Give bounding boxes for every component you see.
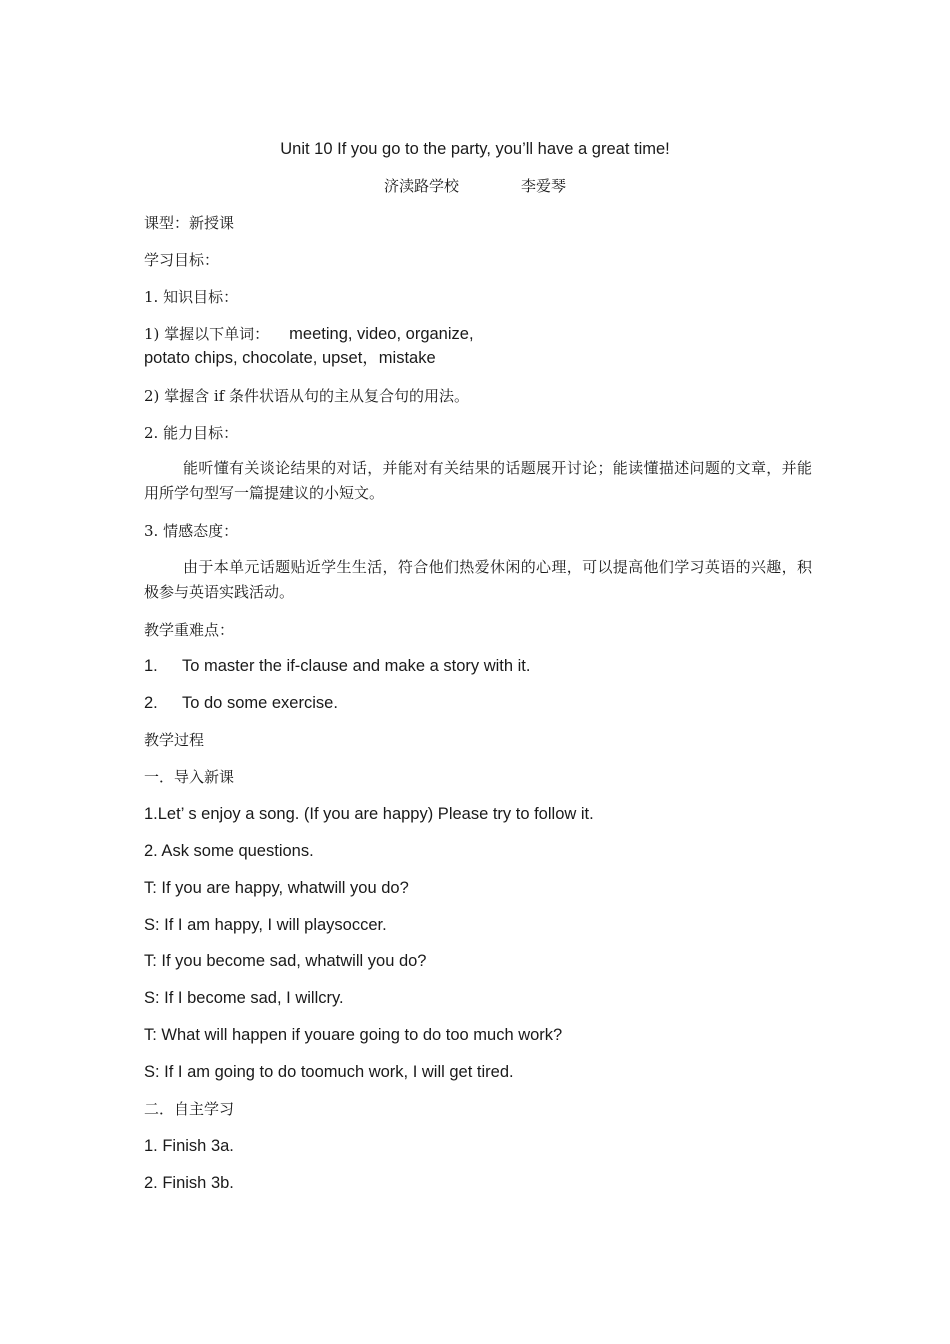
ability-heading: 2. 能力目标： [144,424,239,442]
ability-paragraph: 能听懂有关谈论结果的对话，并能对有关结果的话题展开讨论；能读懂描述问题的文章，并能用所学句型写一篇提建议的小短文。 [144,459,812,502]
section1-line: T: What will happen if youare going to do too much work? [144,1026,563,1044]
key-point-item [144,691,338,715]
key-point-text: To do some exercise. [182,694,338,712]
section1-heading: 一．导入新课 [144,768,235,786]
key-point-item [144,654,530,678]
key-point-text: To master the if-clause and make a story with it. [182,657,531,675]
section2-line: 2. Finish 3b. [144,1174,234,1192]
grammar-goal: 2) 掌握含 if 条件状语从句的主从复合句的用法。 [144,387,470,405]
vocab-label: 1) 掌握以下单词： [144,325,270,343]
section1-line: T: If you are happy, whatwill you do? [144,879,409,897]
document-title: Unit 10 If you go to the party, you’ll have a great time! [280,140,670,158]
teacher-name: 李爱琴 [521,177,567,195]
key-point-number: 2. [144,694,158,712]
school-name: 济渎路学校 [383,177,459,195]
key-point-number: 1. [144,657,158,675]
vocab-words-line2: potato chips, chocolate, upset，mistake [144,349,436,367]
section1-line: 2. Ask some questions. [144,842,314,860]
process-heading: 教学过程 [144,731,205,749]
section1-line: S: If I am happy, I will playsoccer. [144,916,387,934]
vocab-words-line1: meeting, video, organize, [289,325,474,343]
vocab-item [144,322,474,346]
key-points-heading: 教学重难点： [144,621,235,639]
section1-line: T: If you become sad, whatwill you do? [144,952,427,970]
section1-line: S: If I become sad, I willcry. [144,989,344,1007]
emotion-paragraph: 由于本单元话题贴近学生生活，符合他们热爱休闲的心理，可以提高他们学习英语的兴趣，积极参与英语实践活动。 [144,558,812,601]
emotion-heading: 3. 情感态度： [144,522,239,540]
section1-line: S: If I am going to do toomuch work, I will get tired. [144,1063,514,1081]
author-line [0,174,950,198]
section1-line: 1.Let’ s enjoy a song. (If you are happy) Please try to follow it. [144,805,594,823]
lesson-type: 课型：新授课 [144,214,235,232]
section2-heading: 二．自主学习 [144,1100,235,1118]
knowledge-heading: 1. 知识目标： [144,288,239,306]
section2-line: 1. Finish 3a. [144,1137,234,1155]
goals-heading: 学习目标： [144,251,220,269]
